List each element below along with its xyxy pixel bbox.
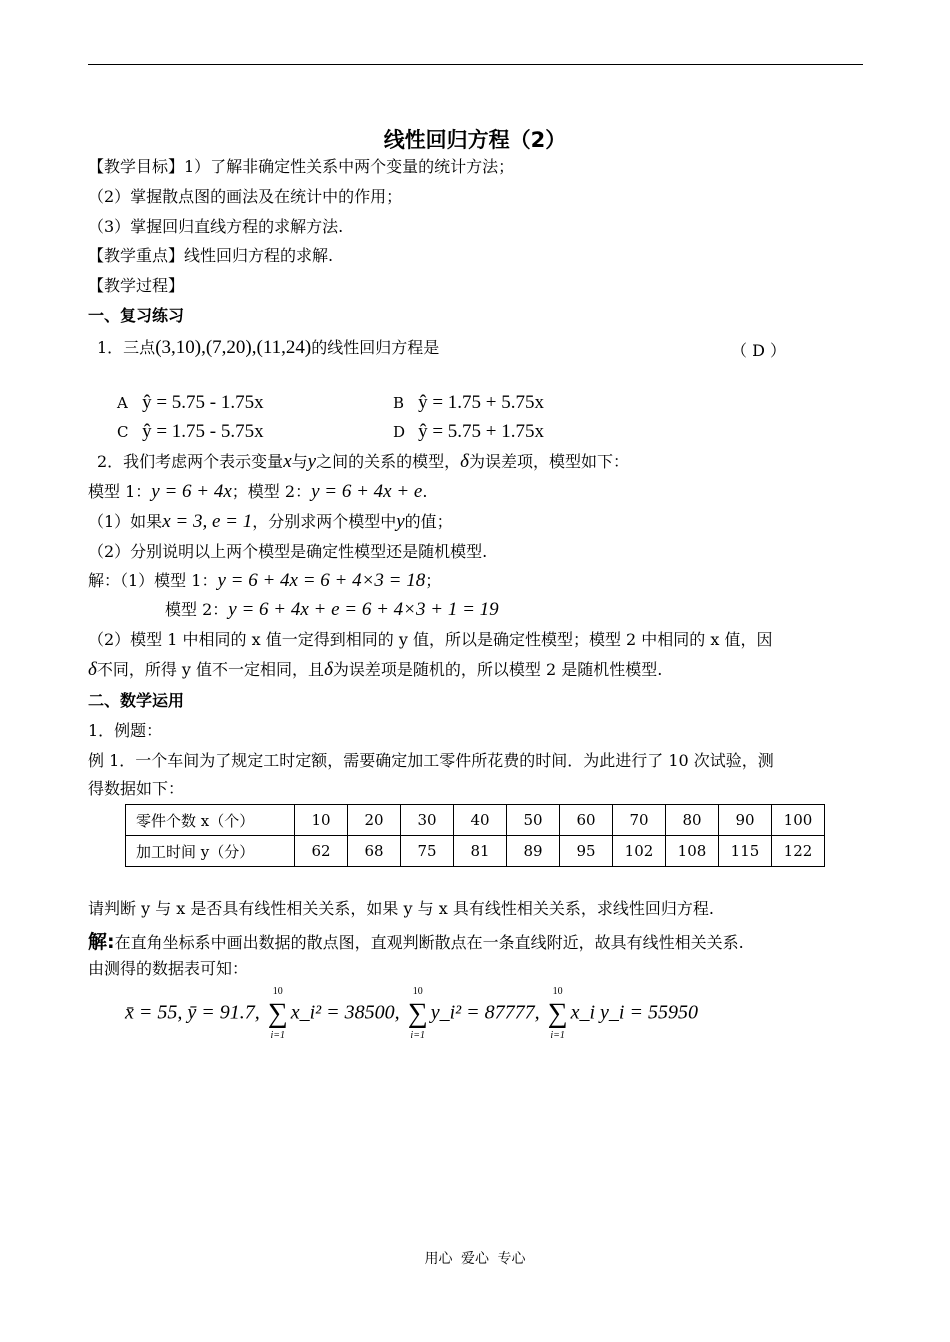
sum-upper: 10 [552, 986, 563, 997]
example-1-line-1: 例 1．一个车间为了规定工时定额，需要确定加工零件所花费的时间．为此进行了 10 次试验，测 [88, 751, 774, 770]
sol-a: 解：（1）模型 1： [88, 571, 218, 590]
sum-lower: i=1 [550, 1030, 565, 1041]
page-title: 线性回归方程（2） [383, 128, 567, 152]
table-row [126, 805, 825, 836]
sum-y-squared: y_i² = 87777, [430, 1001, 540, 1024]
section-review-heading: 一、复习练习 [88, 306, 185, 325]
ybar: ȳ = 91.7, [187, 1001, 260, 1024]
xbar: x̄ = 55, [125, 1001, 183, 1024]
table-cell: 30 [401, 805, 454, 836]
option-a [117, 392, 264, 414]
q2-part1-y: y [396, 511, 405, 532]
option-a-label: A [117, 394, 128, 412]
table-cell: 62 [295, 836, 348, 867]
q2-intro-d: 为误差项，模型如下： [468, 452, 629, 471]
table-cell: 81 [454, 836, 507, 867]
q2-model-1: y = 6 + 4x [151, 481, 232, 502]
q1-answer: （ D ） [731, 341, 787, 360]
header-rule [88, 64, 863, 65]
solution-model-1 [88, 570, 441, 592]
explanation-line-1: （2）模型 1 中相同的 x 值一定得到相同的 y 值，所以是确定性模型；模型 2 中相同的 x 值，因 [88, 630, 773, 649]
question-1 [97, 337, 439, 359]
q2-model-2: y = 6 + 4x + e [311, 481, 423, 502]
solution-model-2 [165, 599, 499, 621]
table-cell: 10 [295, 805, 348, 836]
table-cell: 115 [719, 836, 772, 867]
sum-upper: 10 [412, 986, 423, 997]
process-heading: 【教学过程】 [88, 276, 185, 295]
table-cell: 60 [560, 805, 613, 836]
q1-suffix: 的线性回归方程是 [311, 338, 440, 357]
table-cell: 68 [348, 836, 401, 867]
sigma-symbol: 10 ∑ i=1 [545, 1000, 571, 1028]
q2-part1-c: 的值； [404, 512, 453, 531]
table-cell: 100 [772, 805, 825, 836]
q2-models-b: ；模型 2： [231, 482, 312, 501]
explanation-line-2 [88, 659, 662, 681]
sum-lower: i=1 [410, 1030, 425, 1041]
table-cell: 90 [719, 805, 772, 836]
sum-lower: i=1 [270, 1030, 286, 1041]
table-cell: 40 [454, 805, 507, 836]
expl-delta-2: δ [324, 659, 333, 680]
table-cell: 89 [507, 836, 560, 867]
examples-label: 1．例题： [88, 721, 163, 740]
sum-upper: 10 [272, 986, 283, 997]
option-c-equation: ŷ = 1.75 - 5.75x [142, 421, 264, 442]
table-cell: 70 [613, 805, 666, 836]
question-2-part-2: （2）分别说明以上两个模型是确定性模型还是随机模型. [88, 542, 488, 561]
key-point: 【教学重点】线性回归方程的求解. [88, 246, 334, 265]
option-b-label: B [393, 394, 405, 412]
sol-end: ； [425, 571, 442, 590]
table-header-x: 零件个数 x（个） [126, 805, 295, 836]
table-cell: 102 [613, 836, 666, 867]
objective-1: 【教学目标】1）了解非确定性关系中两个变量的统计方法； [88, 157, 515, 176]
option-c-label: C [117, 423, 129, 441]
sum-xy: x_i y_i = 55950 [570, 1001, 698, 1024]
sol-m2-label: 模型 2： [165, 600, 229, 619]
q2-part1-a: （1）如果 [88, 512, 163, 531]
solution-line-2: 由测得的数据表可知： [88, 959, 249, 978]
question-2-part-1 [88, 511, 453, 533]
sol-model-2: y = 6 + 4x + e = 6 + 4×3 + 1 = 19 [228, 599, 499, 620]
table-cell: 20 [348, 805, 401, 836]
table-cell: 50 [507, 805, 560, 836]
q2-intro-a: 2．我们考虑两个表示变量 [97, 452, 284, 471]
table-row [126, 836, 825, 867]
example-question: 请判断 y 与 x 是否具有线性相关关系，如果 y 与 x 具有线性相关关系，求线性回归方程. [88, 899, 714, 918]
option-d-label: D [393, 423, 406, 441]
solution-line-1 [88, 931, 744, 954]
q2-intro-b: 与 [291, 452, 308, 471]
option-b [393, 392, 544, 414]
q2-models-c: . [422, 482, 428, 501]
section-application-heading: 二、数学运用 [88, 691, 185, 710]
option-b-equation: ŷ = 1.75 + 5.75x [418, 392, 545, 413]
objective-3: （3）掌握回归直线方程的求解方法. [88, 217, 344, 236]
data-table [125, 804, 825, 867]
q2-part1-cond: x = 3, e = 1 [162, 511, 253, 532]
table-cell: 80 [666, 805, 719, 836]
sigma-symbol: 10 ∑ i=1 [265, 1000, 291, 1028]
example-1-line-2: 得数据如下： [88, 779, 185, 798]
q2-delta: δ [460, 451, 469, 472]
solution-label: 解: [88, 931, 115, 953]
table-cell: 122 [772, 836, 825, 867]
option-a-equation: ŷ = 5.75 - 1.75x [142, 392, 264, 413]
expl-line2-a: 不同，所得 y 值不一定相同，且 [96, 660, 325, 679]
table-cell: 95 [560, 836, 613, 867]
q2-models-a: 模型 1： [88, 482, 152, 501]
option-c [117, 421, 264, 443]
expl-delta-1: δ [88, 659, 97, 680]
solution-text: 在直角坐标系中画出数据的散点图，直观判断散点在一条直线附近，故具有线性相关关系. [114, 933, 744, 952]
table-cell: 108 [666, 836, 719, 867]
q2-var-x: x [283, 451, 292, 472]
sum-x-squared: x_i² = 38500, [290, 1001, 400, 1024]
question-2-models [88, 481, 427, 503]
objective-2: （2）掌握散点图的画法及在统计中的作用； [88, 187, 403, 206]
option-d [393, 421, 544, 443]
expl-line2-b: 为误差项是随机的，所以模型 2 是随机性模型. [332, 660, 663, 679]
table-header-y: 加工时间 y（分） [126, 836, 295, 867]
option-d-equation: ŷ = 5.75 + 1.75x [418, 421, 545, 442]
q1-prefix: 1．三点 [97, 338, 156, 357]
sigma-symbol: 10 ∑ i=1 [405, 1000, 431, 1028]
question-2-intro [97, 451, 629, 473]
q2-part1-b: ，分别求两个模型中 [252, 512, 397, 531]
page-footer: 用心 爱心 专心 [424, 1251, 526, 1267]
q1-points: (3,10),(7,20),(11,24) [155, 337, 312, 358]
q2-var-y: y [307, 451, 317, 472]
q2-intro-c: 之间的关系的模型， [316, 452, 461, 471]
sol-model-1: y = 6 + 4x = 6 + 4×3 = 18 [217, 570, 426, 591]
statistics-formula [125, 986, 698, 1041]
table-cell: 75 [401, 836, 454, 867]
